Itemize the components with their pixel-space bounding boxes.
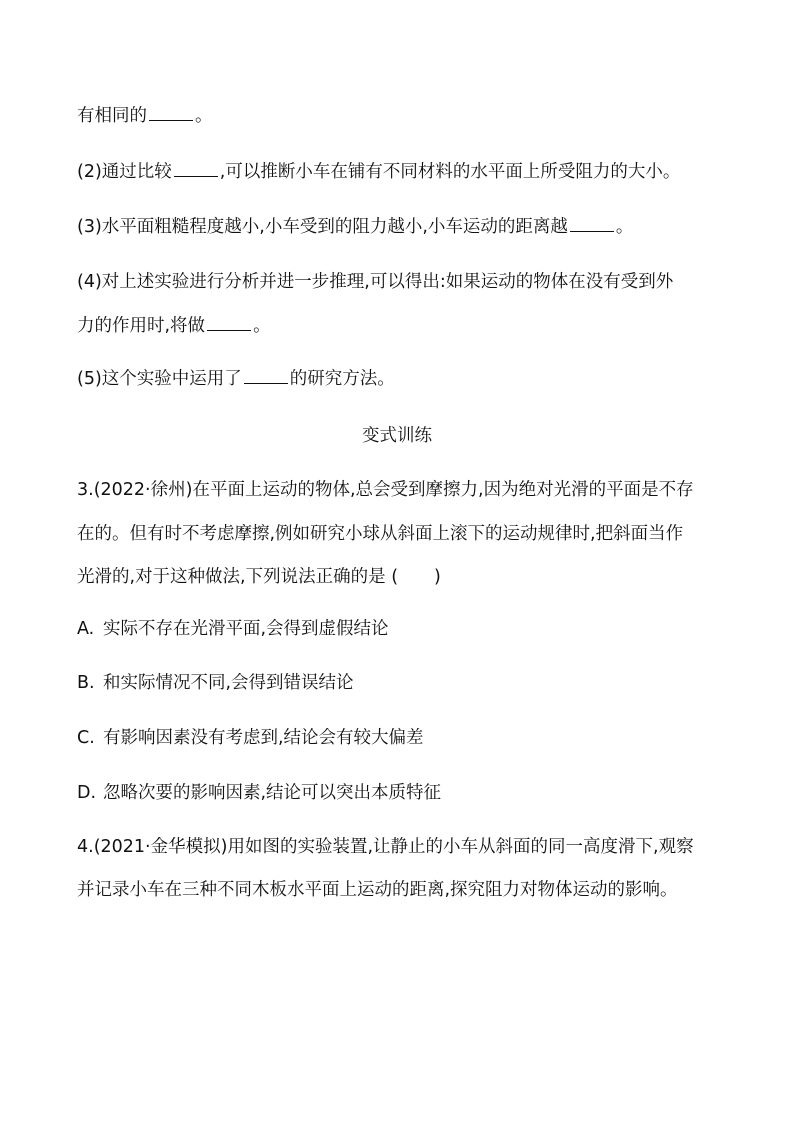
q3-line-1: 3.(2022·徐州)在平面上运动的物体,总会受到摩擦力,因为绝对光滑的平面是不存	[77, 480, 694, 500]
option-letter: A.	[77, 619, 95, 639]
option-letter: D.	[77, 783, 97, 803]
option-letter: B.	[77, 673, 95, 693]
q4-line-2: 并记录小车在三种不同木板水平面上运动的距离,探究阻力对物体运动的影响。	[77, 880, 678, 900]
option-text: 忽略次要的影响因素,结论可以突出本质特征	[103, 783, 442, 803]
option-b[interactable]	[77, 671, 734, 695]
option-d[interactable]	[77, 781, 734, 805]
q-prev-part-2	[77, 160, 734, 184]
q3-line-3	[77, 565, 734, 589]
answer-blank[interactable]	[244, 369, 288, 384]
q3-line-2: 在的。但有时不考虑摩擦,例如研究小球从斜面上滚下的运动规律时,把斜面当作	[77, 524, 684, 544]
option-letter: C.	[77, 728, 95, 748]
q-prev-part-5	[77, 367, 734, 391]
answer-blank[interactable]	[149, 106, 193, 121]
text: 的研究方法。	[289, 369, 395, 389]
option-text: 有影响因素没有考虑到,结论会有较大偏差	[103, 728, 424, 748]
answer-blank[interactable]	[570, 217, 614, 232]
q4-line-1: 4.(2021·金华模拟)用如图的实验装置,让静止的小车从斜面的同一高度滑下,观察	[77, 837, 694, 857]
text: ,可以推断小车在铺有不同材料的水平面上所受阻力的大小。	[219, 162, 681, 182]
option-text: 和实际情况不同,会得到错误结论	[103, 673, 354, 693]
text: 有相同的	[77, 106, 147, 126]
answer-blank[interactable]	[207, 316, 251, 331]
q-prev-part-4-line-2	[77, 314, 734, 338]
answer-paren[interactable]: ( )	[391, 567, 441, 587]
text: 。	[195, 106, 213, 126]
q-prev-line-1	[77, 104, 734, 128]
text: (2)通过比较	[77, 162, 172, 182]
section-title: 变式训练	[362, 426, 432, 446]
option-a[interactable]	[77, 617, 734, 641]
option-text: 实际不存在光滑平面,会得到虚假结论	[103, 619, 389, 639]
text: (5)这个实验中运用了	[77, 369, 242, 389]
text: (3)水平面粗糙程度越小,小车受到的阻力越小,小车运动的距离越	[77, 217, 568, 237]
text: 光滑的,对于这种做法,下列说法正确的是	[77, 567, 386, 587]
answer-blank[interactable]	[174, 162, 218, 177]
option-c[interactable]	[77, 726, 734, 750]
text: 。	[253, 316, 271, 336]
q-prev-part-3	[77, 215, 734, 239]
text: 力的作用时,将做	[77, 316, 206, 336]
text: 。	[615, 217, 634, 237]
q-prev-part-4-line-1: (4)对上述实验进行分析并进一步推理,可以得出:如果运动的物体在没有受到外	[77, 272, 674, 292]
